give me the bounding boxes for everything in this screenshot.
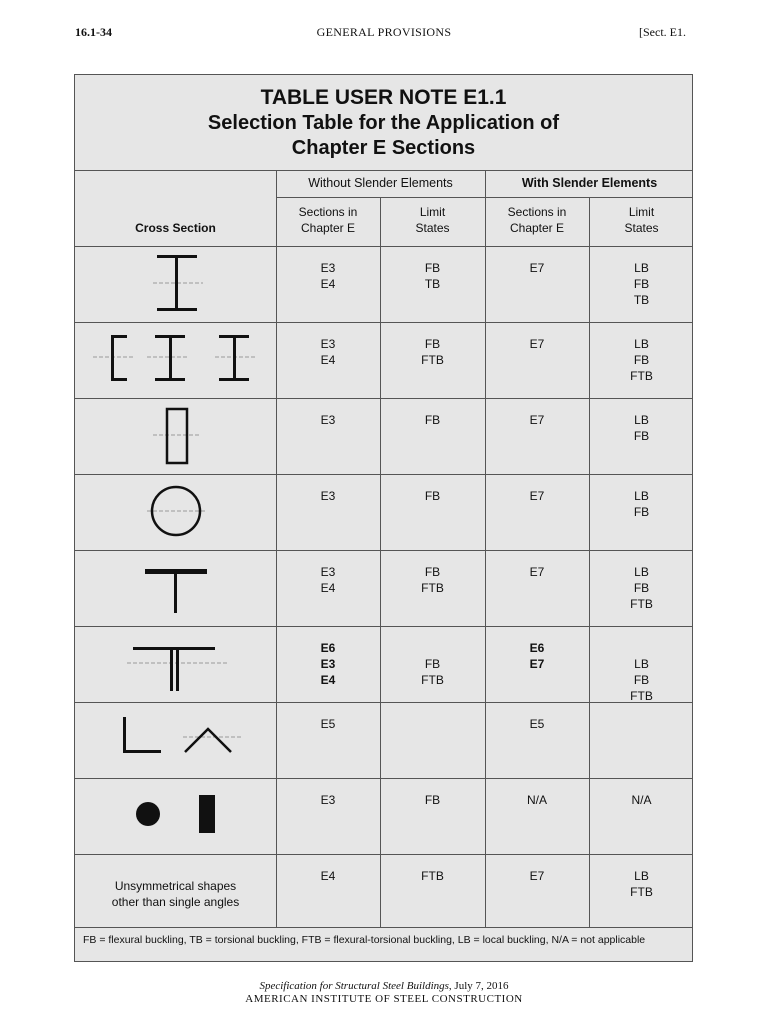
table-cell: FB <box>424 489 441 503</box>
table-cell: FB FTB <box>421 337 444 367</box>
table-cell: FB TB <box>424 261 441 291</box>
section-reference: [Sect. E1. <box>639 25 686 39</box>
table-cell: E4 <box>320 869 336 883</box>
table-cell: LB FTB <box>630 869 653 899</box>
table-cell: LB FB TB <box>633 261 650 307</box>
cross-section-header: Cross Section <box>135 221 216 235</box>
table-cell: E3 <box>320 489 336 503</box>
table-cell: E3 E4 <box>320 565 336 595</box>
grid-line <box>276 197 693 198</box>
table-cell: LB FB FTB <box>630 565 653 611</box>
cross-section-shapes <box>75 247 276 927</box>
table-title-line2: Selection Table for the Application of <box>207 112 560 134</box>
table-cell: E3 E4 <box>320 261 336 291</box>
group-header-with-slender: With Slender Elements <box>521 176 658 190</box>
grid-line <box>380 197 381 927</box>
col-header-text: Limit <box>628 205 655 219</box>
table-title-line3: Chapter E Sections <box>291 137 476 159</box>
table-cell: E7 <box>529 261 545 275</box>
table-cell: E7 <box>529 337 545 351</box>
col-header-text: Limit <box>419 205 446 219</box>
table-cell: N/A <box>526 793 547 807</box>
table-cell: E3 <box>320 793 336 807</box>
col-header-sections <box>485 204 589 236</box>
table-title-line1: TABLE USER NOTE E1.1 <box>260 86 507 109</box>
table-cell: LB FB FTB <box>630 337 653 383</box>
table-cell: E7 <box>529 869 545 883</box>
single-angle-icon <box>123 717 231 753</box>
table-cell: E3 E4 <box>320 337 336 367</box>
table-cell: E6 E7 <box>529 641 545 671</box>
col-header-sections <box>276 204 380 236</box>
table-cell: FB <box>424 413 441 427</box>
rectangular-hss-icon <box>167 409 187 463</box>
col-header-text: Sections in <box>507 205 567 219</box>
double-angle-icon <box>133 647 215 691</box>
group-header-without-slender: Without Slender Elements <box>308 176 453 190</box>
table-cell: FB FTB <box>421 565 444 595</box>
footer-publisher: AMERICAN INSTITUTE OF STEEL CONSTRUCTION <box>245 993 523 1005</box>
table-cell: FB FTB <box>421 657 444 687</box>
table-title <box>75 75 692 171</box>
grid-line <box>75 927 692 928</box>
footer-spec-date: , July 7, 2016 <box>448 980 509 992</box>
table-cell: LB FB <box>633 413 650 443</box>
tee-icon <box>145 569 207 613</box>
table-cell: E7 <box>529 489 545 503</box>
table-cell: E6 E3 E4 <box>320 641 336 687</box>
page-number: 16.1-34 <box>75 25 112 39</box>
channel-and-i-shapes-icon <box>111 335 249 381</box>
table-cell: E7 <box>529 413 545 427</box>
col-header-text: States <box>415 221 450 235</box>
col-header-text: Chapter E <box>300 221 356 235</box>
col-header-limit <box>380 204 485 236</box>
running-header: GENERAL PROVISIONS <box>316 25 452 39</box>
footer-spec-title: Specification for Structural Steel Buildings <box>259 980 449 992</box>
col-header-text: States <box>624 221 659 235</box>
solid-round-and-bar-icon <box>136 795 215 833</box>
table-cell: E7 <box>529 565 545 579</box>
footer-spec-line <box>0 980 768 992</box>
col-header-text: Chapter E <box>509 221 565 235</box>
table-cell: E3 <box>320 413 336 427</box>
col-header-text: Sections in <box>298 205 358 219</box>
col-header-limit <box>589 204 694 236</box>
table-cell: FTB <box>421 869 444 883</box>
grid-line <box>485 171 486 927</box>
table-cell: E5 <box>529 717 545 731</box>
table-cell: LB FB <box>633 489 650 519</box>
table-legend: FB = flexural buckling, TB = torsional buckling, FTB = flexural-torsional buckling, LB = local buckling, N/A = not applicable <box>83 934 646 946</box>
table-cell: E5 <box>320 717 336 731</box>
cross-section-label: Unsymmetrical shapes other than single angles <box>111 879 240 909</box>
selection-table <box>74 74 693 962</box>
table-cell: N/A <box>631 793 652 807</box>
table-cell: FB <box>424 793 441 807</box>
table-cell: LB FB FTB <box>630 657 653 703</box>
